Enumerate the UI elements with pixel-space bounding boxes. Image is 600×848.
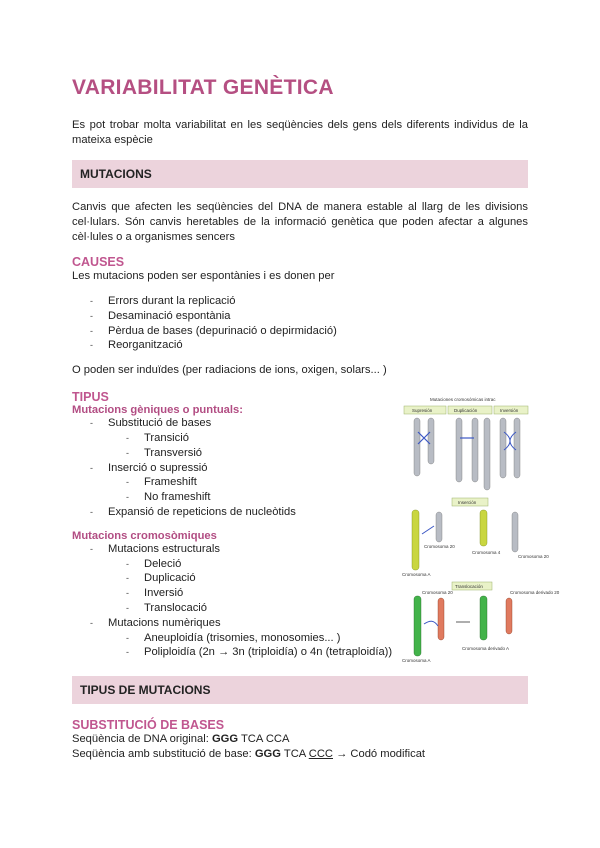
substitucio-heading: SUBSTITUCIÓ DE BASES	[72, 718, 225, 733]
label-translocacion-cromosoma-a: Cromosoma A	[402, 658, 431, 663]
page-title: VARIABILITAT GENÈTICA	[72, 76, 334, 99]
list-item: - Mutacions numèriques	[108, 616, 528, 631]
list-item: - Aneuploidía (trisomies, monosomies... )	[144, 631, 528, 646]
list-item: - Translocació	[144, 601, 528, 616]
tipus-heading: TIPUS	[72, 390, 109, 405]
chromosome-mutations-figure	[400, 394, 560, 668]
figure-bot-title: Translocación	[455, 584, 483, 589]
label-cromosoma-a: Cromosoma A	[402, 572, 431, 577]
label-cromosoma-derivado-a: Cromosoma derivado A	[462, 646, 510, 651]
causes-intro: Les mutacions poden ser espontànies i es donen per	[72, 270, 335, 282]
sequence-original: Seqüència de DNA original: GGG TCA CCA	[72, 733, 290, 746]
label-cromosoma-4: Cromosoma 4	[472, 550, 501, 555]
label-duplicacion: Duplicación	[454, 408, 478, 413]
list-item: - Pèrdua de bases (depurinació o depirmidació)	[108, 324, 528, 339]
chromosome-insertion	[412, 510, 518, 570]
label-supresion: Supresión	[412, 408, 433, 413]
list-item: - Poliploidía (2n → 3n (triploidía) o 4n (tetraploidía))	[144, 645, 528, 660]
section-heading-tipus-mutacions: TIPUS DE MUTACIONS	[72, 676, 528, 704]
list-item: - Expansió de repeticions de nucleòtids	[108, 505, 528, 520]
label-translocacion-cromosoma-20: Cromosoma 20	[422, 590, 453, 595]
chromosome-pair-inversion	[500, 418, 520, 478]
chromosome-pair-supresion	[414, 418, 434, 476]
list-item: - Mutacions estructurals	[108, 542, 528, 557]
figure-top-title: Mutaciones cromosómicas intrac	[430, 397, 496, 402]
figure-mid-title: Inserción	[458, 500, 477, 505]
causes-heading: CAUSES	[72, 255, 125, 269]
list-item: - Substitució de bases	[108, 416, 528, 431]
label-inversion: Inversión	[500, 408, 519, 413]
cromosomiques-heading: Mutacions cromosòmiques	[72, 529, 217, 542]
geniques-heading: Mutacions gèniques o puntuals:	[72, 404, 243, 417]
causes-outro: O poden ser induïdes (per radiacions de ions, oxigen, solars... )	[72, 364, 387, 377]
section-heading-mutacions: MUTACIONS	[72, 160, 528, 188]
label-cromosoma-20b: Cromosoma 20	[518, 554, 549, 559]
mutacions-definition: Canvis que afecten les seqüències del DNA de manera estable al llarg de les divisions cel·lulars. Són canvis heretables de la informació genètica que poden afectar a algunes cèl·lules o a organismes sencers	[72, 201, 528, 243]
list-item: - Duplicació	[144, 571, 528, 586]
list-item: - No frameshift	[144, 490, 528, 505]
list-item: - Errors durant la replicació	[108, 294, 528, 309]
intro-paragraph: Es pot trobar molta variabilitat en les seqüències dels gens dels diferents individus de la mateixa espècie	[72, 119, 528, 146]
label-cromosoma-20: Cromosoma 20	[424, 544, 455, 549]
causes-list	[108, 294, 528, 353]
list-item: - Reorganització	[108, 338, 528, 353]
list-item: - Frameshift	[144, 475, 528, 490]
label-cromosoma-derivado-20: Cromosoma derivado 20	[510, 590, 560, 595]
list-item: - Inserció o supressió	[108, 461, 528, 476]
sequence-substituted: Seqüència amb substitució de base: GGG TCA CCC → Codó modificat	[72, 748, 426, 761]
list-item: - Transversió	[144, 446, 528, 461]
list-item: - Inversió	[144, 586, 528, 601]
list-item: - Deleció	[144, 557, 528, 572]
list-item: - Transició	[144, 431, 528, 446]
chromosome-pair-duplicacion	[456, 418, 490, 490]
list-item: - Desaminació espontània	[108, 309, 528, 324]
